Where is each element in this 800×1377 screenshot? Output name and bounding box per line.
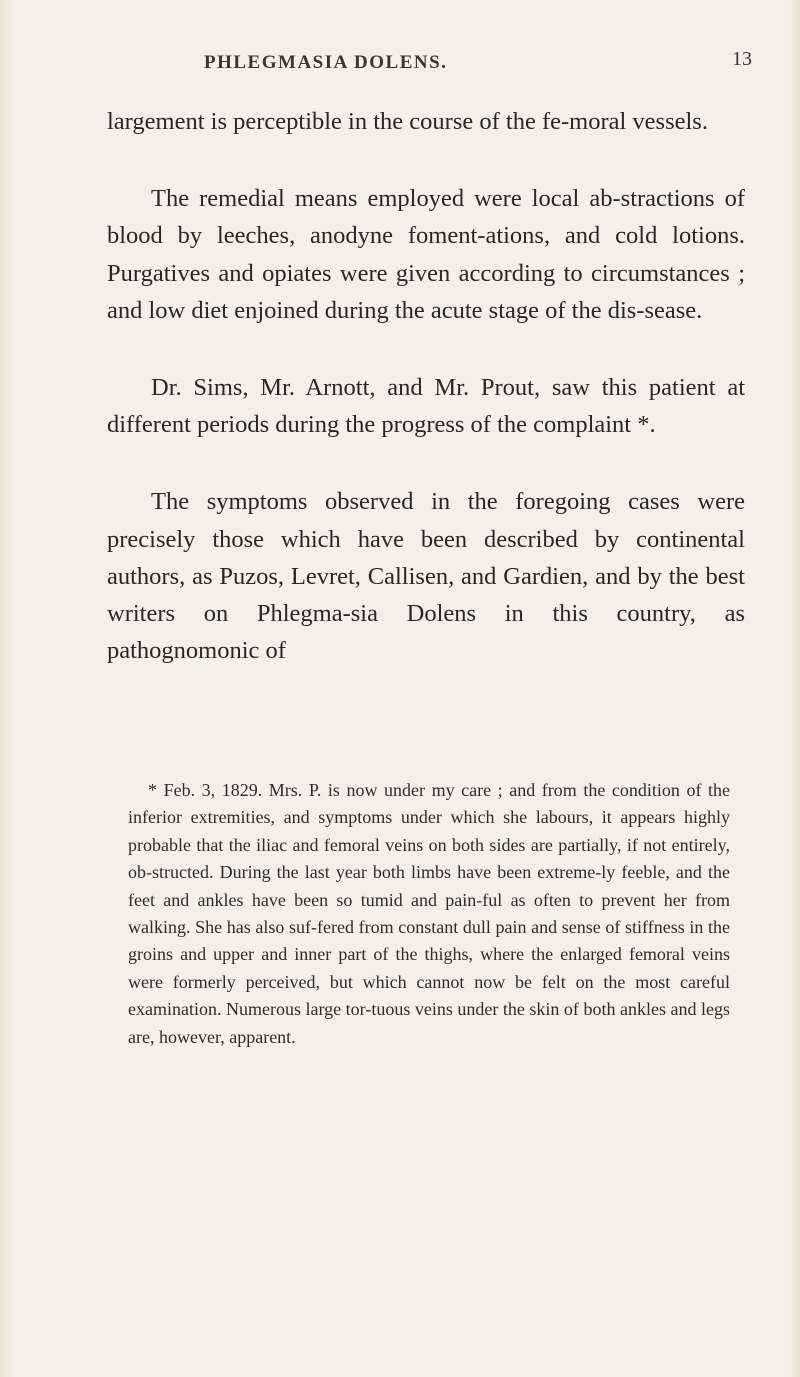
paragraph-continuation: largement is perceptible in the course of the fe-moral vessels. bbox=[107, 108, 708, 135]
running-title: PHLEGMASIA DOLENS. bbox=[204, 52, 448, 73]
footnote-text: * Feb. 3, 1829. Mrs. P. is now under my care ; and from the condition of the inferior extremities, and symptoms under which she labours, it appears highly probable that the iliac and femoral veins on both sides are partially, if not entirely, ob-structed. During the last year both limbs have been extreme-ly feeble, and the feet and ankles have been so tumid and pain-ful as often to prevent her from walking. She has also suf-fered from constant dull pain and sense of stiffness in the groins and upper and inner part of the thighs, where the enlarged femoral veins were formerly perceived, but which cannot now be felt on the most careful examination. Numerous large tor-tuous veins under the skin of both ankles and legs are, however, apparent. bbox=[128, 780, 730, 1047]
page-edge-shadow bbox=[790, 0, 800, 1377]
paragraph-physicians: Dr. Sims, Mr. Arnott, and Mr. Prout, saw this patient at different periods during the progress of the complaint *. bbox=[107, 374, 745, 439]
body-text bbox=[107, 103, 745, 709]
paragraph-remedial-means: The remedial means employed were local ab-stractions of blood by leeches, anodyne foment-ations, and cold lotions. Purgatives and opiates were given according to circumstances ; and low diet enjoined during the acute stage of the dis-sease. bbox=[107, 185, 745, 324]
page-number: 13 bbox=[732, 48, 752, 70]
running-head bbox=[0, 46, 800, 80]
paragraph-symptoms: The symptoms observed in the foregoing cases were precisely those which have been described by continental authors, as Puzos, Levret, Callisen, and Gardien, and by the best writers on Phlegma-sia Dolens in this country, as pathognomonic of bbox=[107, 488, 745, 665]
footnote bbox=[128, 777, 730, 1051]
page-gutter-shadow bbox=[0, 0, 14, 1377]
